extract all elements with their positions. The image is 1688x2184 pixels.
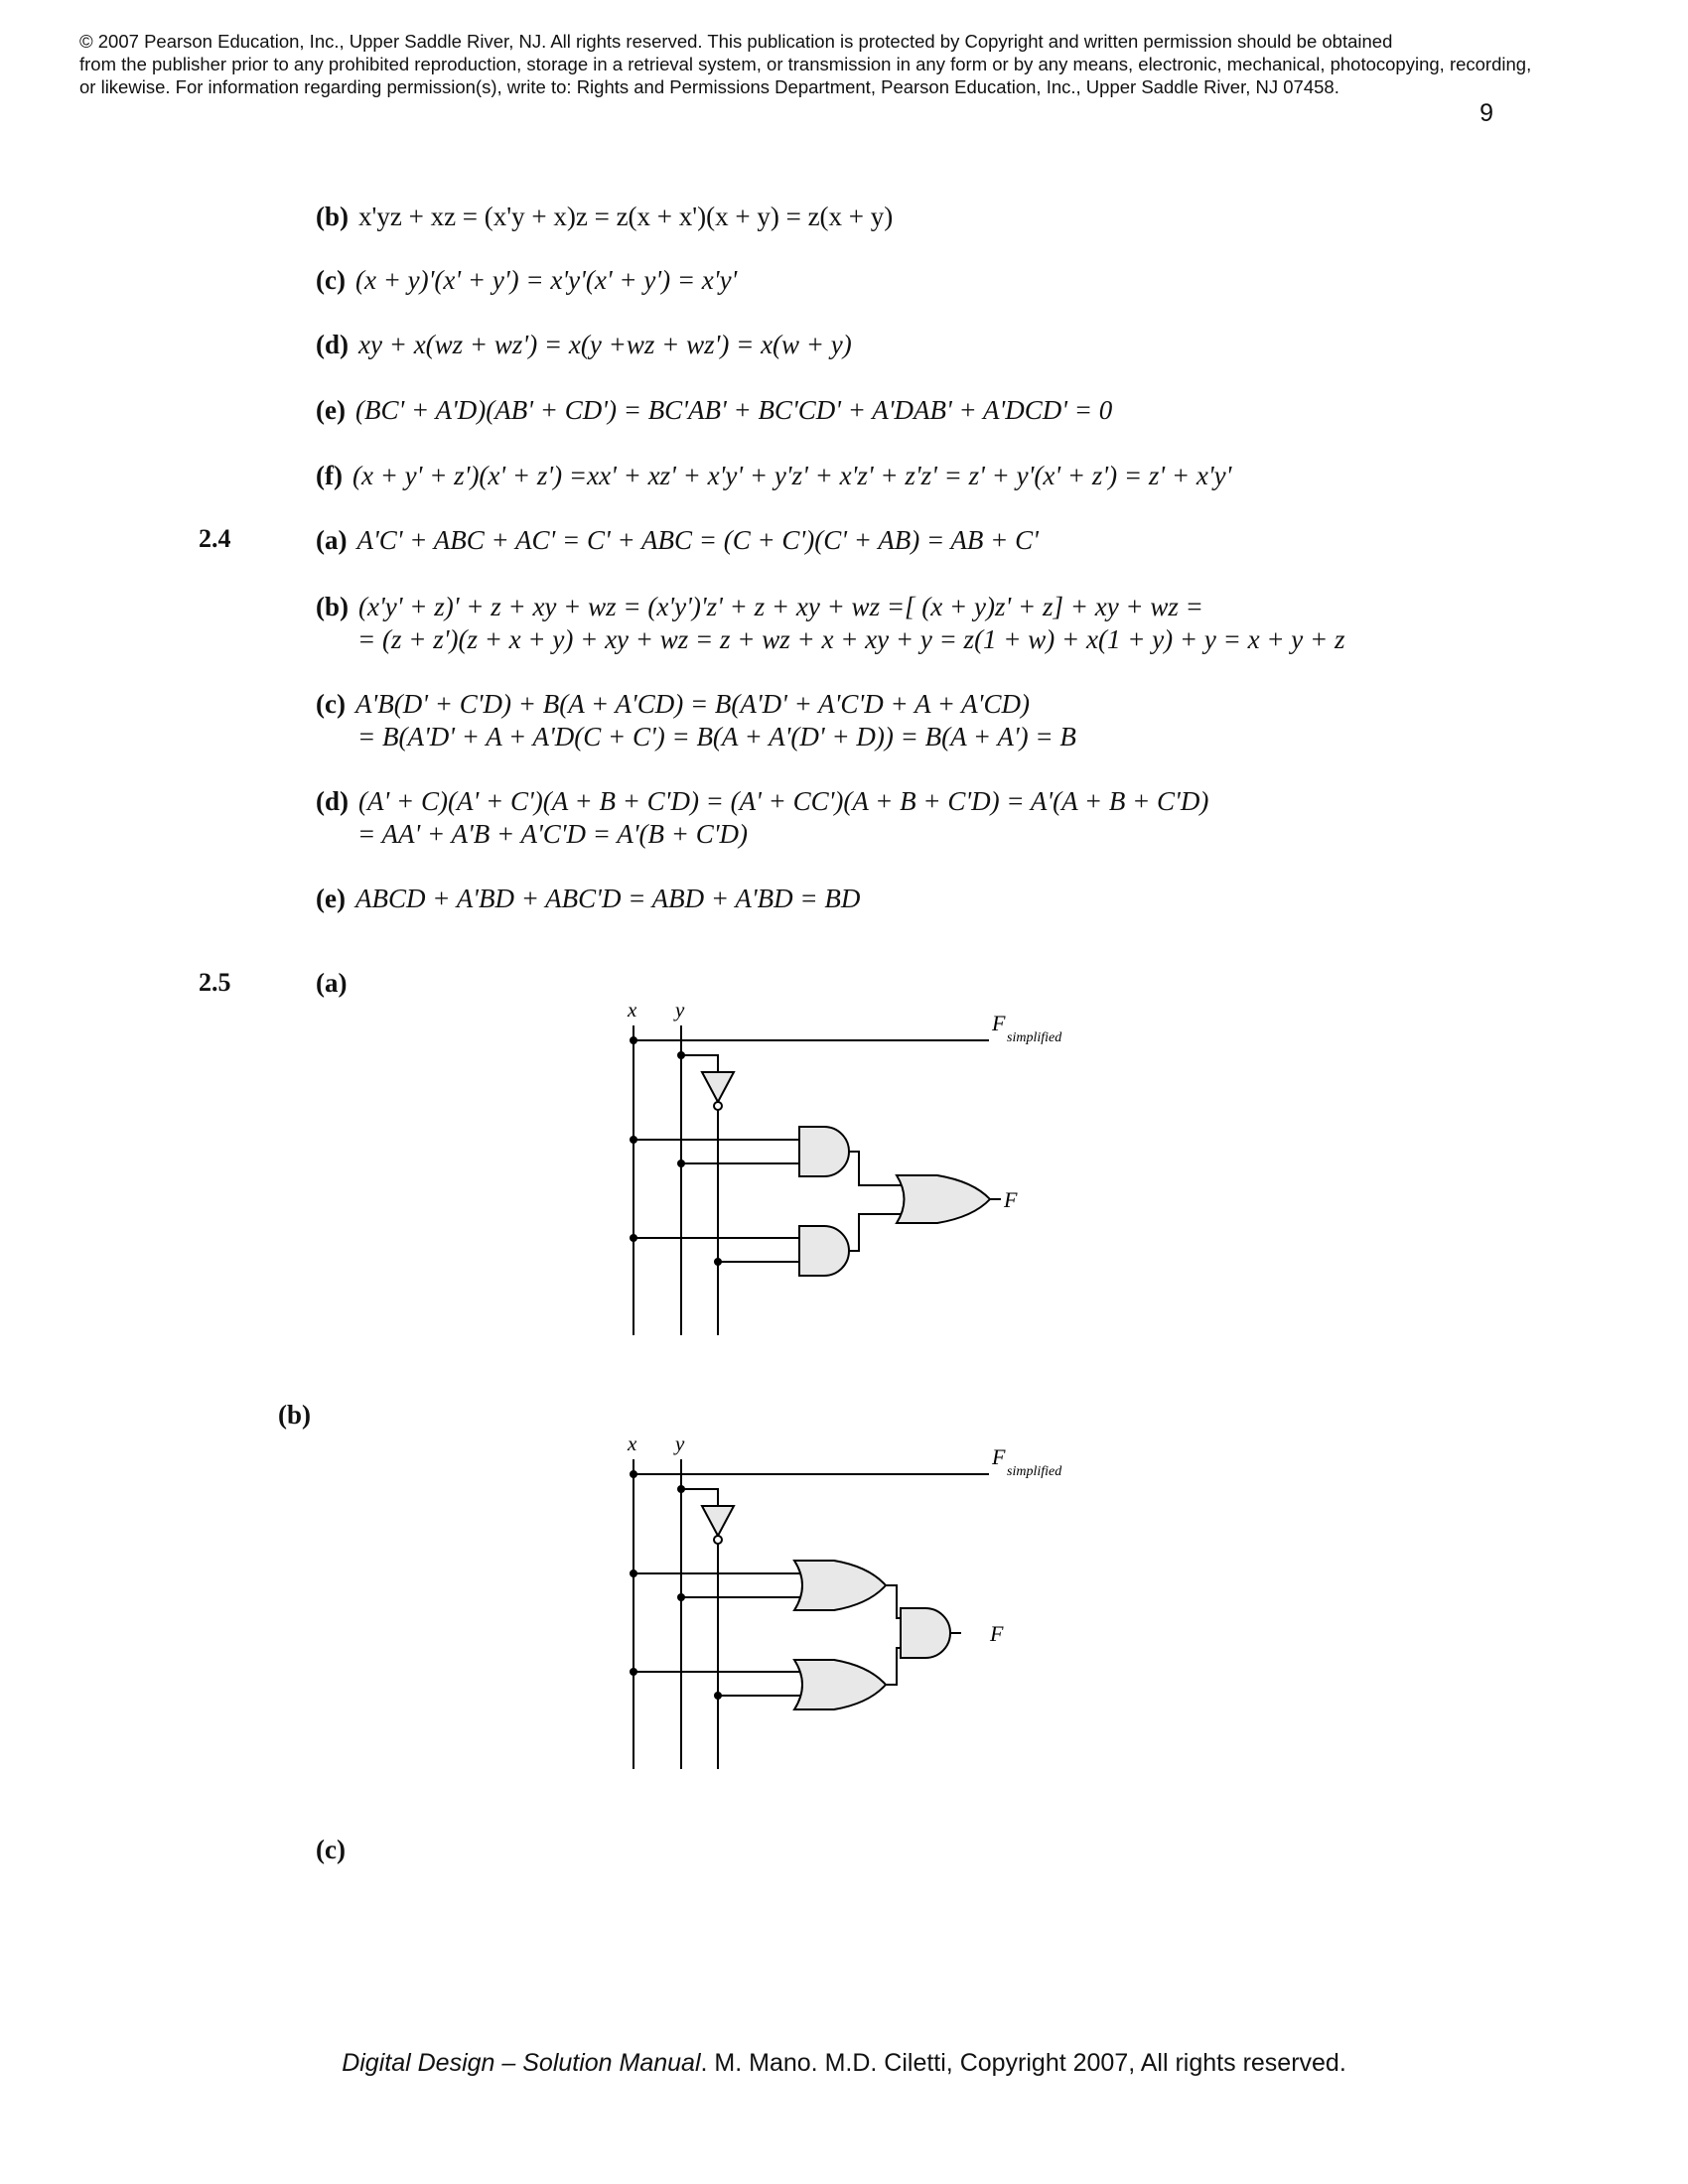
circuit-2-5-a	[596, 998, 1112, 1340]
output-label-f: F	[1004, 1187, 1018, 1212]
copyright-notice	[79, 30, 1628, 98]
f-simplified-label: F	[992, 1011, 1006, 1035]
and-gate-2	[799, 1226, 849, 1276]
equation-line-1: (x'y' + z)' + z + xy + wz = (x'y')'z' + z + xy + wz =[ (x + y)z' + z] + xy + wz =	[358, 592, 1203, 621]
eq-2-4-a	[316, 524, 1039, 557]
or-gate-1	[794, 1561, 886, 1610]
part-label: (a)	[316, 525, 348, 555]
equation-text: (BC' + A'D)(AB' + CD') = BC'AB' + BC'CD' + A'DAB' + A'DCD' = 0	[354, 395, 1113, 425]
inverter-gate	[702, 1072, 734, 1102]
equation-text: (x + y)'(x' + y') = x'y'(x' + y') = x'y'	[354, 265, 738, 295]
eq-2-3-c	[316, 264, 737, 297]
inverter-input-wire	[681, 1489, 718, 1506]
and-input-wires	[886, 1585, 901, 1685]
inverter-input-wire	[681, 1055, 718, 1072]
equation-line-1: A'B(D' + C'D) + B(A + A'CD) = B(A'D' + A'C'D + A + A'CD)	[354, 689, 1030, 719]
eq-2-3-d	[316, 329, 852, 361]
eq-2-4-c	[316, 688, 1076, 753]
part-label: (b)	[316, 202, 349, 231]
part-label: (e)	[316, 395, 346, 425]
part-label: (c)	[316, 689, 346, 719]
input-label-x: x	[628, 1432, 637, 1455]
part-label-2-5-c: (c)	[316, 1835, 346, 1864]
equation-line-1: (A' + C)(A' + C')(A + B + C'D) = (A' + CC')(A + B + C'D) = A'(A + B + C'D)	[358, 786, 1209, 816]
or-gate	[897, 1175, 990, 1223]
inverter-gate	[702, 1506, 734, 1536]
eq-2-3-b	[316, 201, 893, 233]
copyright-line-1: © 2007 Pearson Education, Inc., Upper Saddle River, NJ. All rights reserved. This publication is protected by Copyright and written permission should be obtained	[79, 31, 1393, 52]
footer-book-title: Digital Design – Solution Manual	[342, 2049, 701, 2077]
equation-line-2: = AA' + A'B + A'C'D = A'(B + C'D)	[357, 819, 748, 849]
eq-2-4-b	[316, 591, 1345, 656]
copyright-line-2: from the publisher prior to any prohibited reproduction, storage in a retrieval system, or transmission in any form or by any means, electronic, mechanical, photocopying, recording,	[79, 54, 1532, 74]
equation-text: A'C' + ABC + AC' = C' + ABC = (C + C')(C' + AB) = AB + C'	[356, 525, 1039, 555]
and-gate-1	[799, 1127, 849, 1176]
f-simplified-label: F	[992, 1444, 1006, 1469]
part-label: (e)	[316, 884, 346, 913]
junction-dots	[630, 1470, 722, 1700]
copyright-line-3: or likewise. For information regarding permission(s), write to: Rights and Permissions Department, Pearson Education, Inc., Upper Saddle River, NJ 07458.	[79, 76, 1339, 97]
equation-line-2: = B(A'D' + A + A'D(C + C') = B(A + A'(D' + D)) = B(A + A') = B	[357, 722, 1076, 751]
inverter-bubble	[714, 1102, 722, 1110]
or-gate-2	[794, 1660, 886, 1709]
and-gate	[901, 1608, 950, 1658]
output-label-f: F	[990, 1621, 1004, 1646]
equation-text: x'yz + xz = (x'y + x)z = z(x + x')(x + y) = z(x + y)	[358, 202, 894, 231]
part-label: (b)	[316, 592, 349, 621]
inverter-bubble	[714, 1536, 722, 1544]
problem-number-2-4: 2.4	[199, 524, 231, 553]
part-label-2-5-a: (a)	[316, 968, 348, 998]
eq-2-4-d	[316, 785, 1208, 851]
part-label: (f)	[316, 461, 343, 490]
problem-number-2-5: 2.5	[199, 968, 231, 997]
equation-text: ABCD + A'BD + ABC'D = ABD + A'BD = BD	[354, 884, 861, 913]
footer-credits: . M. Mano. M.D. Ciletti, Copyright 2007, All rights reserved.	[700, 2049, 1346, 2077]
eq-2-4-e	[316, 883, 860, 915]
page-number: 9	[1479, 99, 1493, 127]
input-label-y: y	[675, 998, 685, 1022]
f-simplified-subscript: simplified	[1007, 1464, 1062, 1479]
and1-input-wires	[633, 1140, 799, 1163]
eq-2-3-e	[316, 394, 1112, 427]
part-label-2-5-b: (b)	[278, 1400, 311, 1430]
equation-line-2: = (z + z')(z + x + y) + xy + wz = z + wz + x + xy + y = z(1 + w) + x(1 + y) + y = x + y + z	[357, 624, 1345, 654]
f-simplified-subscript: simplified	[1007, 1030, 1062, 1045]
equation-text: xy + x(wz + wz') = x(y +wz + wz') = x(w + y)	[358, 330, 852, 359]
circuit-2-5-b	[596, 1432, 1112, 1774]
junction-dots	[630, 1036, 722, 1266]
part-label: (d)	[316, 330, 349, 359]
part-label: (d)	[316, 786, 349, 816]
input-label-y: y	[675, 1432, 685, 1455]
input-label-x: x	[628, 998, 637, 1022]
or-input-wires	[849, 1152, 901, 1251]
equation-text: (x + y' + z')(x' + z') =xx' + xz' + x'y' + y'z' + x'z' + z'z' = z' + y'(x' + z') = z' + x'y'	[352, 461, 1232, 490]
eq-2-3-f	[316, 460, 1231, 492]
part-label: (c)	[316, 265, 346, 295]
footer	[0, 2049, 1688, 2078]
